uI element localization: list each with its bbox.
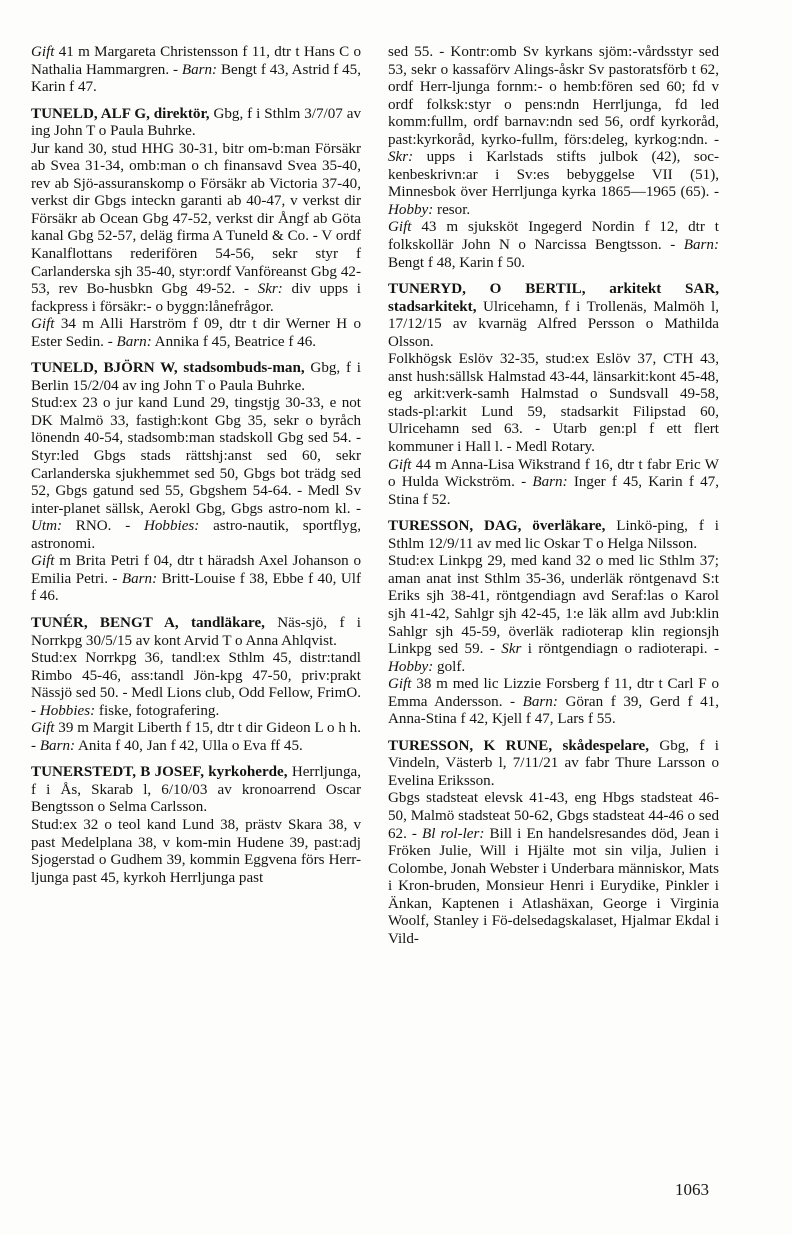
- entry-tuneld-bjorn: TUNELD, BJÖRN W, stadsombuds-man, Gbg, f i Berlin 15/2/04 av ing John T o Paula Buhrke.: [31, 360, 361, 394]
- entry-tuner-bengt: TUNÉR, BENGT A, tandläkare, Näs-sjö, f i Norrkpg 30/5/15 av kont Arvid T o Anna Ahlqvist.: [31, 614, 361, 649]
- entry-family: Gift m Brita Petri f 04, dtr t häradsh Axel Johanson o Emilia Petri. - Barn: Britt-Louise f 38, Ebbe f 40, Ulf f 46.: [31, 553, 361, 605]
- entry-heading: TURESSON, K RUNE, skådespelare,: [388, 737, 649, 754]
- entry-heading: TURESSON, DAG, överläkare,: [388, 518, 606, 535]
- entry-continuation: Gift 41 m Margareta Christensson f 11, dtr t Hans C o Nathalia Hammargren. - Barn: Bengt f 43, Astrid f 45, Karin f 47.: [31, 44, 361, 96]
- entry-tuneryd-bertil: TUNERYD, O BERTIL, arkitekt SAR, stadsarkitekt, Ulricehamn, f i Trollenäs, Malmöh l, 17/12/15 av kvarnäg Alfred Persson o Mathilda Olsson.: [388, 281, 719, 350]
- entry-tunerstedt-josef: TUNERSTEDT, B JOSEF, kyrkoherde, Herrljunga, f i Ås, Skarab l, 6/10/03 av kronoarrend Oscar Bengtsson o Selma Carlsson.: [31, 764, 361, 816]
- left-column: [31, 44, 361, 887]
- entry-family: Gift 34 m Alli Harström f 09, dtr t dir Werner H o Ester Sedin. - Barn: Annika f 45, Beatrice f 46.: [31, 316, 361, 350]
- entry-heading: TUNERSTEDT, B JOSEF, kyrkoherde,: [31, 764, 288, 781]
- entry-tuneld-alf: TUNELD, ALF G, direktör, Gbg, f i Sthlm 3/7/07 av ing John T o Paula Buhrke.: [31, 105, 361, 140]
- entry-body: Folkhögsk Eslöv 32-35, stud:ex Eslöv 37, CTH 43, anst hush:sällsk Halmstad 43-44, länsarkit:kont 45-48, eg arkit:verk-samh Halmstad o Sundsvall 49-58, stads-pl:arkit Lund 59, stadsarkit Filipstad 60, Ulricehamn sed 63. - Utarb gen:pl f ett flert kommuner i Hall l. - Medl Rotary.: [388, 351, 719, 456]
- entry-body: Stud:ex 23 o jur kand Lund 29, tingstjg 30-33, e not DK Malmö 33, fastigh:kont Gbg 35, sekr o byråch lönendn 40-54, stadsomb:man stadskoll Gbg sed 54. - Styr:led Gbgs stads rättshj:anst sed 60, sekr Carlanderska sjukhemmet sed 50, Gbgs bot trädg sed 52, Gbgs gatund sed 55, Gbgshem 54-64. - Medl Sv inter-planet sällsk, Aerokl Gbg, Gbgs astro-nom kl. - Utm: RNO. - Hobbies: astro-nautik, sportflyg, astronomi.: [31, 395, 361, 552]
- entry-turesson-dag: TURESSON, DAG, överläkare, Linkö-ping, f i Sthlm 12/9/11 av med lic Oskar T o Helga Nilsson.: [388, 518, 719, 552]
- entry-body: Gbgs stadsteat elevsk 41-43, eng Hbgs stadsteat 46-50, Malmö stadsteat 50-62, Gbgs stadsteat 44-46 o sed 62. - Bl rol-ler: Bill i En handelsresandes död, Jean i Fröken Julie, Will i Hjälte mot sin vilja, Julien i Colombe, Jonah Webster i Underbara människor, Mats i Kron-bruden, Monsieur Henri i Eurydike, Pinkler i Änkan, Kaptenen i Atlashäxan, George i Virginia Woolf, Stanley i Fö-delsedagskalaset, Hjalmar Ekdal i Vild-: [388, 790, 719, 947]
- entry-body: Stud:ex Norrkpg 36, tandl:ex Sthlm 45, distr:tandl Rimbo 45-46, ass:tandl Jön-kpg 47-50, priv:prakt Nässjö sed 50. - Medl Lions club, Odd Fellow, FrimO. - Hobbies: fiske, fotografering.: [31, 650, 361, 719]
- page-number: 1063: [675, 1180, 709, 1199]
- entry-continuation: sed 55. - Kontr:omb Sv kyrkans sjöm:-vårdsstyr sed 53, sekr o kassaförv Alings-åskr Sv pastoratsförb t 62, ordf Herr-ljunga fornm:- o hemb:fören sed 60; fd v ordf folksk:styr o pens:ndn Herrljunga, fd led komm:fullm, ordf barnav:ndn sed 56, ordf kyrkoråd, past:kyrkoråd, kyrko-fullm, förs:deleg, kyrkog:ndn. - Skr: upps i Karlstads stifts julbok (42), soc-kenbeskrivn:ar i Sv:es bebyggelse VII (51), Minnesbok över Herrljunga kyrka 1865—1965 (65). - Hobby: resor.: [388, 44, 719, 218]
- entry-family: Gift 38 m med lic Lizzie Forsberg f 11, dtr t Carl F o Emma Andersson. - Barn: Göran f 39, Gerd f 41, Anna-Stina f 42, Kjell f 47, Lars f 55.: [388, 676, 719, 728]
- entry-family: Gift 39 m Margit Liberth f 15, dtr t dir Gideon L o h h. - Barn: Anita f 40, Jan f 42, Ulla o Eva ff 45.: [31, 720, 361, 754]
- entry-heading: TUNÉR, BENGT A, tandläkare,: [31, 614, 265, 631]
- entry-turesson-rune: TURESSON, K RUNE, skådespelare, Gbg, f i Vindeln, Västerb l, 7/11/21 av fabr Thure Larsson o Evelina Eriksson.: [388, 737, 719, 789]
- entry-body: Stud:ex 32 o teol kand Lund 38, prästv Skara 38, v past Medelplana 38, v kom-min Hudene 39, past:adj Sjogerstad o Gudhem 39, kommin Eggvena förs Herr-ljunga past 45, kyrkoh Herrljunga past: [31, 816, 361, 886]
- entry-heading: TUNERYD, O BERTIL, arkitekt SAR, stadsarkitekt,: [388, 281, 719, 315]
- entry-body: Stud:ex Linkpg 29, med kand 32 o med lic Sthlm 37; aman anat inst Sthlm 35-36, underläk röntgenavd S:t Eriks sjh 38-41, röntgendiagn avd Seraf:las o Karol sjh 41-42, Sahlgr sjh 42-45, 1:e läk allm avd Jub:klin Sahlgr sjh 45-59, överläk radioterap klin regionsjh Linkpg sed 59. - Skr i röntgendiagn o radioterapi. - Hobby: golf.: [388, 553, 719, 675]
- entry-heading: TUNELD, ALF G, direktör,: [31, 105, 210, 122]
- entry-heading: TUNELD, BJÖRN W, stadsombuds-man,: [31, 360, 305, 377]
- entry-family: Gift 43 m sjuksköt Ingegerd Nordin f 12, dtr t folkskollär John N o Narcissa Bengtsson. - Barn: Bengt f 48, Karin f 50.: [388, 219, 719, 271]
- right-column: [388, 44, 719, 948]
- entry-body: Jur kand 30, stud HHG 30-31, bitr om-b:man Försäkr ab Svea 31-34, omb:man o ch finansavd Svea 35-40, rev ab Sjö-assuranskomp o Försäkr ab Victoria 37-40, verkst dir Gbgs inteckn garanti ab 40-47, v verkst dir Försäkr ab Ocean Gbg 47-52, verkst dir Ångf ab Göta kanal Gbg 52-57, deläg firma A Tuneld & Co. - V ordf Kanalflottans rederifören 54-56, sekr styr f Carlanderska sjh 35-40, styr:ordf Vanföreanst Gbg 42-53, rev Bo-husbkn Gbg 49-52. - Skr: div upps i fackpress i försäkr:- o byggn:lånefrågor.: [31, 140, 361, 315]
- entry-family: Gift 44 m Anna-Lisa Wikstrand f 16, dtr t fabr Eric W o Hulda Wickström. - Barn: Inger f 45, Karin f 47, Stina f 52.: [388, 456, 719, 508]
